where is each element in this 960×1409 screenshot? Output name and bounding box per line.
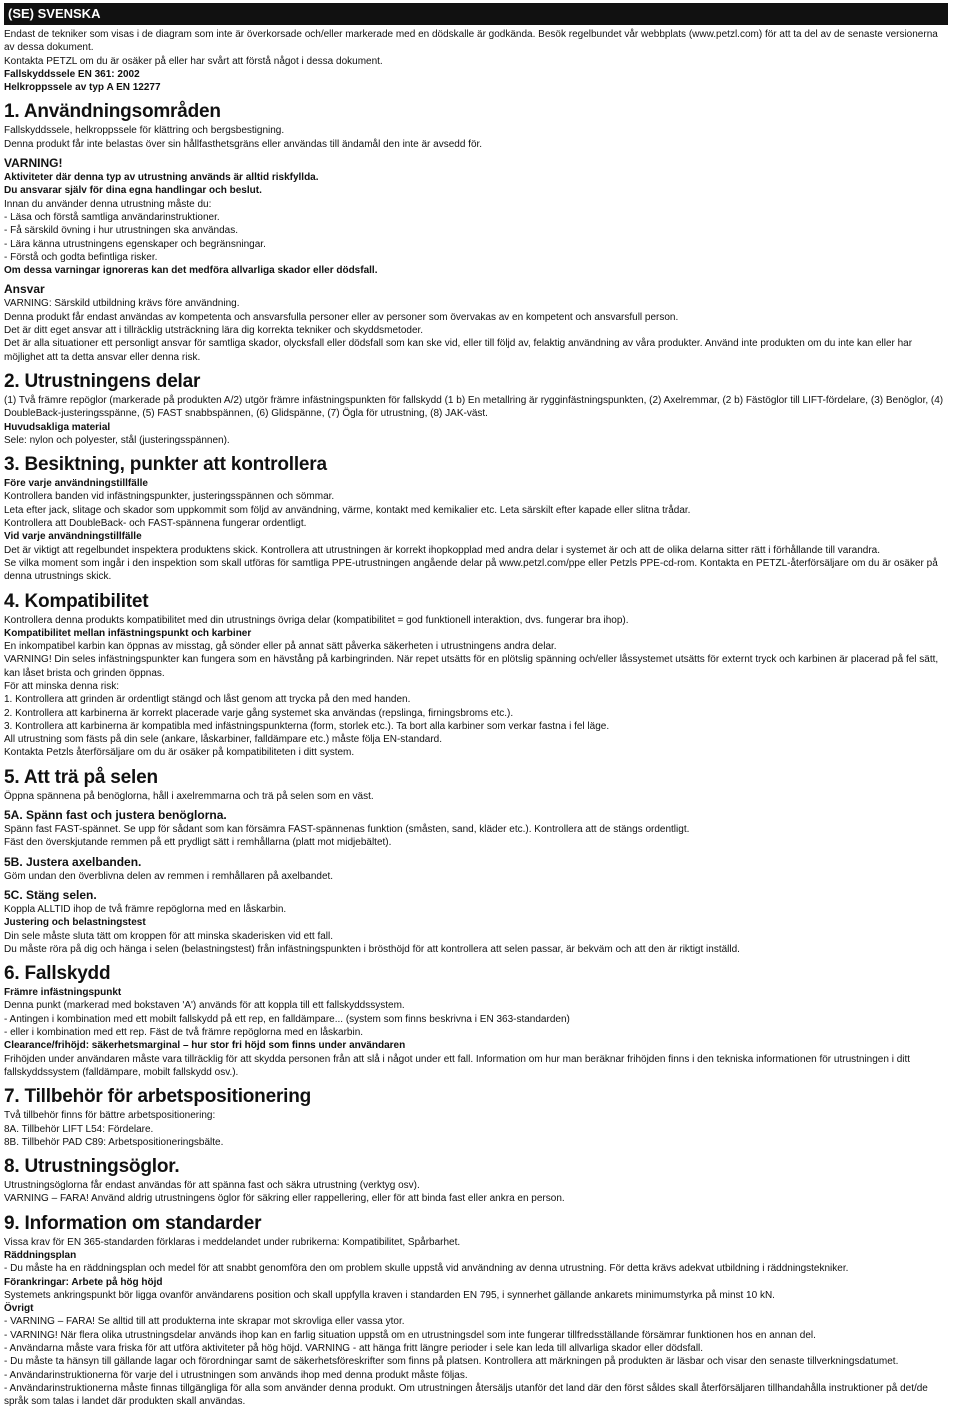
s4-subheading: Kompatibilitet mellan infästningspunkt och karbiner xyxy=(4,627,252,639)
section-1-title: 1. Användningsområden xyxy=(4,101,221,123)
s6-subheading: Främre infästningspunkt xyxy=(4,987,122,999)
s1-line: Fallskyddssele, helkroppssele för klättring och bergsbestigning. xyxy=(4,125,285,137)
s4-line: För att minska denna risk: xyxy=(4,680,120,692)
s4-line: Kontrollera denna produkts kompatibilitet med din utrustnings övriga delar (kompatibilitet = god funktionell interaktion, dvs. fungerar bra ihop). xyxy=(4,614,629,626)
s1-line: Denna produkt får inte belastas över sin hållfasthetsgräns eller användas till ändamål den inte är avsedd för. xyxy=(4,138,483,150)
s2-line: Sele: nylon och polyester, stål (justeringsspännen). xyxy=(4,434,230,446)
s3-subheading: Vid varje användningstillfälle xyxy=(4,531,142,543)
section-3-title: 3. Besiktning, punkter att kontrollera xyxy=(4,454,327,476)
s5a-title: 5A. Spänn fast och justera benöglorna. xyxy=(4,808,227,823)
s5c-line: Du måste röra på dig och hänga i selen (belastningstest) från infästningspunkten i brösthöjd för att kontrollera att selen passar, är bekväm och att den är riktigt inställd. xyxy=(4,943,740,955)
s3-line: Kontrollera banden vid infästningspunkter, justeringsspännen och sömmar. xyxy=(4,491,335,503)
s3-line: Se vilka moment som ingår i den inspektion som skall utföras för samtliga PPE-utrustningen angående delar på www.petzl.com/ppe eller Petzls PPE-cd-rom. Kontakta en PETZL-återförsäljare om du är osäker på denna utrustnings skick. xyxy=(4,557,938,583)
section-5-title: 5. Att trä på selen xyxy=(4,766,158,788)
s8-line: Utrustningsöglorna får endast användas för att spänna fast och säkra utrustning (verktyg osv). xyxy=(4,1180,420,1192)
s6-line: - Antingen i kombination med ett mobilt fallskydd på ett rep, en falldämpare... (system som finns beskrivna i EN 363-standarden) xyxy=(4,1013,570,1025)
s6-line: Denna punkt (markerad med bokstaven 'A') används för att koppla till ett fallskyddssystem. xyxy=(4,1000,405,1012)
s3-line: Leta efter jack, slitage och skador som uppkommit som följd av användning, värme, kontakt med kemikalier etc. Leta särskilt efter kapade eller slitna trådar. xyxy=(4,504,691,516)
s9-line: - Användarinstruktionerna för varje del i utrustningen som används ihop med denna produkt måste följas. xyxy=(4,1369,468,1381)
intro-text: Endast de tekniker som visas i de diagram som inte är överkorsade och/eller markerade med en dödskalle är godkända. Besök regelbundet vår webbplats (www.petzl.com) för att ta del av de senaste versionerna av dessa dokument. xyxy=(4,29,938,54)
standard-line-1: Fallskyddssele EN 361: 2002 xyxy=(4,68,140,80)
s7-line: 8B. Tillbehör PAD C89: Arbetspositioneringsbälte. xyxy=(4,1136,224,1148)
s1-line: Det är ditt eget ansvar att i tillräcklig utsträckning lära dig korrekta tekniker och skyddsmetoder. xyxy=(4,325,424,337)
s1-subheading: Ansvar xyxy=(4,282,45,297)
s9-line: - VARNING! När flera olika utrustningsdelar används ihop kan en farlig situation uppstå om en utrustningsdel som inte fungerar tillfredsställande försämrar funktionen hos en annan del. xyxy=(4,1329,816,1341)
s4-line: En inkompatibel karbin kan öppnas av misstag, gå sönder eller på annat sätt påverka säkerheten i utrustningens andra delar. xyxy=(4,641,557,653)
s9-line: Systemets ankringspunkt bör ligga ovanför användarens position och skall uppfylla kraven i standarden EN 795, i synnerhet gällande ankarets minimumstyrka på minst 10 kN. xyxy=(4,1289,775,1301)
s5-line: Öppna spännena på benöglorna, håll i axelremmarna och trä på selen som en väst. xyxy=(4,790,374,802)
s9-subheading: Övrigt xyxy=(4,1303,34,1315)
s4-line: Kontakta Petzls återförsäljare om du är osäker på kompatibiliteten i ditt system. xyxy=(4,747,355,759)
s4-line: VARNING! Din seles infästningspunkter kan fungera som en hävstång på karbingrinden. När repet utsätts för en plötslig spänning och/eller låssystemet utsätts för externt tryck och karbinen är placerad på fel sätt, kan låset brista och grinden öppnas. xyxy=(4,654,939,679)
intro-contact: Kontakta PETZL om du är osäker på eller har svårt att förstå något i dessa dokument. xyxy=(4,55,383,67)
section-7-title: 7. Tillbehör för arbetspositionering xyxy=(4,1086,312,1108)
s6-line: - eller i kombination med ett rep. Fäst de två främre repöglorna med en låskarbin. xyxy=(4,1027,364,1039)
s2-line: (1) Två främre repöglor (markerade på produkten A/2) utgör främre infästningspunkten för fallskydd (1 b) En metallring är rygginfästningspunkten, (2) Axelremmar, (2 b) Fästöglor till LIFT-fördelare, (3) Benöglor, (4) DoubleBack-justeringsspänne, (5) FAST snabbspännen, (6) Glidspänne, (7) Ögla för utrustning, (8) JAK-väst. xyxy=(4,394,944,420)
s3-subheading: Före varje användningstillfälle xyxy=(4,478,148,490)
s5a-line: Fäst den överskjutande remmen på ett prydligt sätt i remhållarna (platt mot midjebältet). xyxy=(4,837,392,849)
s9-line: - Du måste ha en räddningsplan och medel för att snabbt genomföra den om problem skulle uppstå vid användning av denna utrustning. För detta krävs adekvat utbildning i räddningstekniker. xyxy=(4,1263,849,1275)
s5b-line: Göm undan den överblivna delen av remmen i remhållaren på axelbandet. xyxy=(4,870,334,882)
s1-line: Du ansvarar själv för dina egna handlingar och beslut. xyxy=(4,185,262,197)
s5c-title: 5C. Stäng selen. xyxy=(4,887,97,902)
s1-line: VARNING: Särskild utbildning krävs före användning. xyxy=(4,298,240,310)
s1-warning-title: VARNING! xyxy=(4,156,63,171)
s7-line: Två tillbehör finns för bättre arbetspositionering: xyxy=(4,1110,216,1122)
s1-line: Denna produkt får endast användas av kompetenta och ansvarsfulla personer eller av personer som övervakas av en kompetent och ansvarsfull person. xyxy=(4,311,679,323)
s9-line: - VARNING – FARA! Se alltid till att produkterna inte skrapar mot skrovliga eller vassa ytor. xyxy=(4,1316,405,1328)
s5c-subheading: Justering och belastningstest xyxy=(4,917,146,929)
s7-line: 8A. Tillbehör LIFT L54: Fördelare. xyxy=(4,1123,154,1135)
section-9-title: 9. Information om standarder xyxy=(4,1212,262,1234)
section-6-title: 6. Fallskydd xyxy=(4,963,111,985)
s4-line: 3. Kontrollera att karbinerna är kompatibla med infästningspunkterna (form, storlek etc.). Ta bort alla karbiner som verkar fastna i fel läge. xyxy=(4,720,610,732)
s6-line: Frihöjden under användaren måste vara tillräcklig för att skydda personen från att slå i något under ett fall. Information om hur man beräknar frihöjden finns i den tekniska informationen för utrustningen i ditt fallskyddssystem (falldämpare, mobilt fallskydd osv.). xyxy=(4,1053,911,1078)
s9-line: - Du måste ta hänsyn till gällande lagar och förordningar samt de säkerhetsföreskrifter som finns på platsen. Kontrollera att märkningen på produkten är läsbar och visar den senaste tillverkningsdatumet. xyxy=(4,1356,899,1368)
s1-line: Innan du använder denna utrustning måste du: xyxy=(4,198,212,210)
standard-line-2: Helkroppssele av typ A EN 12277 xyxy=(4,82,161,94)
s5b-title: 5B. Justera axelbanden. xyxy=(4,854,142,869)
s3-line: Det är viktigt att regelbundet inspektera produktens skick. Kontrollera att utrustningen är korrekt ihopkopplad med andra delar i systemet är och att de olika delarna sitter rätt i förhållande till varandra. xyxy=(4,544,881,556)
section-8-title: 8. Utrustningsöglor. xyxy=(4,1156,180,1178)
section-2-title: 2. Utrustningens delar xyxy=(4,370,201,392)
s2-subheading: Huvudsakliga material xyxy=(4,421,111,433)
s4-line: All utrustning som fästs på din sele (ankare, låskarbiner, falldämpare etc.) måste följa EN-standard. xyxy=(4,734,442,746)
s4-line: 1. Kontrollera att grinden är ordentligt stängd och låst genom att trycka på den med handen. xyxy=(4,694,411,706)
s9-line: - Användarinstruktionerna måste finnas tillgängliga för alla som använder denna produkt. Om utrustningen återsäljs utanför det land där den först såldes skall återförsäljaren tillhandahålla instruktioner på det/de språk som talas i landet där produkten skall användas. xyxy=(4,1382,928,1408)
s1-line: - Förstå och godta befintliga risker. xyxy=(4,251,158,263)
s5a-line: Spänn fast FAST-spännet. Se upp för sådant som kan försämra FAST-spännenas funktion (småsten, sand, kläder etc.). Kontrollera att de stängs ordentligt. xyxy=(4,824,690,836)
s5c-line: Din sele måste sluta tätt om kroppen för att minska skaderisken vid ett fall. xyxy=(4,930,334,942)
s3-line: Kontrollera att DoubleBack- och FAST-spännena fungerar ordentligt. xyxy=(4,518,307,530)
s1-line: - Lära känna utrustningens egenskaper och begränsningar. xyxy=(4,238,266,250)
s1-line: Det är alla situationer ett personligt ansvar för samtliga skador, olycksfall eller dödsfall som kan ske vid, eller till följd av, felaktig användning av våra produkter. Använd inte produkten om du inte kan eller har möjlighet att ta detta ansvar eller denna risk. xyxy=(4,338,913,363)
section-4-title: 4. Kompatibilitet xyxy=(4,590,149,612)
s1-line: - Läsa och förstå samtliga användarinstruktioner. xyxy=(4,211,220,223)
s1-line: Aktiviteter där denna typ av utrustning används är alltid riskfyllda. xyxy=(4,172,319,184)
s9-line: Vissa krav för EN 365-standarden förklaras i meddelandet under rubrikerna: Kompatibilitet, Spårbarhet. xyxy=(4,1236,461,1248)
s1-line: Om dessa varningar ignoreras kan det medföra allvarliga skador eller dödsfall. xyxy=(4,265,378,277)
s8-line: VARNING – FARA! Använd aldrig utrustningens öglor för säkring eller rappellering, eller för att binda fast eller ankra en person. xyxy=(4,1193,565,1205)
s6-subheading: Clearance/frihöjd: säkerhetsmarginal – hur stor fri höjd som finns under användaren xyxy=(4,1040,406,1052)
s5c-line: Koppla ALLTID ihop de två främre repöglorna med en låskarbin. xyxy=(4,903,287,915)
s1-line: - Få särskild övning i hur utrustningen ska användas. xyxy=(4,225,239,237)
s9-subheading: Förankringar: Arbete på hög höjd xyxy=(4,1276,163,1288)
s9-line: - Användarna måste vara friska för att utföra aktiviteter på hög höjd. VARNING - att hänga fritt längre perioder i sele kan leda till allvarliga skador eller dödsfall. xyxy=(4,1343,704,1355)
language-header: (SE) SVENSKA xyxy=(4,3,948,25)
s4-line: 2. Kontrollera att karbinerna är korrekt placerade varje gång systemet ska användas (repslinga, firningsbroms etc.). xyxy=(4,707,514,719)
s9-subheading: Räddningsplan xyxy=(4,1250,77,1261)
intro xyxy=(4,28,948,94)
